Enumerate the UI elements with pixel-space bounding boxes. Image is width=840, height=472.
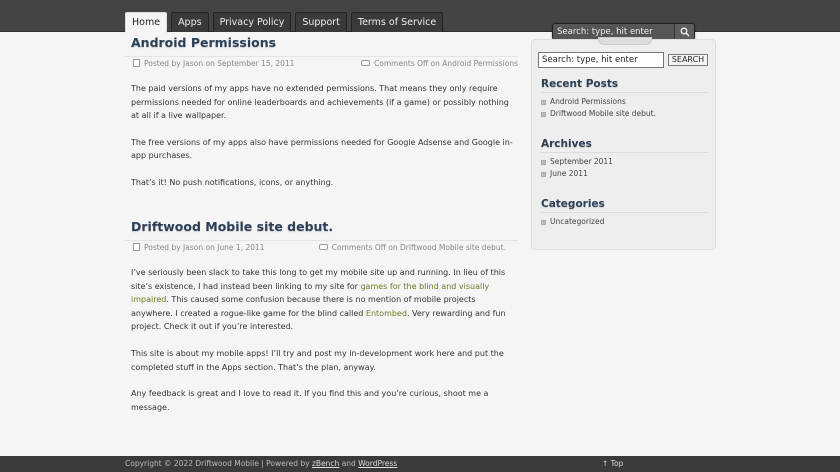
bullet-icon: [541, 112, 546, 117]
post-paragraph: The free versions of my apps also have permissions needed for Google Adsense and Google in-app purchases.: [131, 137, 513, 161]
post-title[interactable]: Driftwood Mobile site debut.: [131, 219, 334, 234]
list-item[interactable]: [541, 96, 709, 108]
nav-tab-support[interactable]: Support: [295, 12, 347, 32]
list-item[interactable]: [541, 156, 709, 168]
text: I’ve seriously been slack to take this long to get my mobile site up and running. In lieu of this site’s existence, I had instead been linking to my site for: [131, 268, 506, 291]
post-paragraph: This site is about my mobile apps! I’ll try and post my in-development work here and put the completed stuff in the Apps section. That’s the plan, anyway.: [131, 348, 504, 372]
widget-title: Recent Posts: [541, 76, 709, 93]
nav-tab-privacy-policy[interactable]: Privacy Policy: [213, 12, 292, 32]
post-title[interactable]: Android Permissions: [131, 35, 277, 50]
document-icon: [133, 59, 140, 67]
list-item-label[interactable]: Uncategorized: [550, 217, 605, 226]
post-paragraph: [131, 266, 514, 334]
search-icon: [680, 27, 690, 37]
post-paragraph: Any feedback is great and I love to read it. If you find this and you’re curious, shoot me a message.: [131, 389, 489, 412]
sidebar-search: [538, 52, 708, 68]
entombed-link[interactable]: Entombed: [365, 308, 407, 318]
nav-tab-home[interactable]: Home: [125, 12, 167, 33]
list-item[interactable]: [541, 168, 709, 180]
bullet-icon: [541, 220, 546, 225]
sidebar: [531, 39, 716, 250]
list-item[interactable]: [541, 216, 709, 228]
widget-title: Categories: [541, 196, 709, 213]
bullet-icon: [541, 160, 546, 165]
post-meta: [125, 240, 518, 253]
post-paragraph: That’s it! No push notifications, icons, or anything.: [131, 177, 334, 187]
post-paragraph: The paid versions of my apps have no extended permissions. That means they only require permissions needed for online leaderboards and achievements (if a game) or possibly nothing at all if a live wallpaper.: [131, 84, 509, 121]
post-body: [125, 266, 518, 414]
wordpress-link[interactable]: WordPress: [358, 459, 398, 468]
footer: [0, 456, 840, 472]
and-text: and: [339, 459, 359, 468]
list-item[interactable]: [541, 108, 709, 120]
document-icon: [133, 243, 140, 251]
post-meta: [125, 56, 518, 69]
post-author-date: Posted by Jason on June 1, 2011: [144, 242, 265, 252]
comment-icon: [361, 60, 370, 66]
post-author-date: Posted by Jason on September 15, 2011: [144, 58, 295, 68]
post-android-permissions: [125, 34, 518, 190]
sidebar-search-button[interactable]: SEARCH: [668, 54, 708, 66]
recent-posts-widget: [541, 76, 709, 120]
list-item-label[interactable]: Driftwood Mobile site debut.: [550, 109, 656, 118]
copyright-text: Copyright © 2022 Driftwood Mobile | Powered by: [125, 459, 312, 468]
bullet-icon: [541, 100, 546, 105]
nav-tab-terms-of-service[interactable]: Terms of Service: [351, 12, 443, 32]
post-comments: Comments Off on Android Permissions: [374, 58, 518, 68]
top-navigation-bar: [0, 0, 840, 32]
comment-icon: [319, 244, 328, 250]
archives-widget: [541, 136, 709, 180]
rss-feed-tab[interactable]: [598, 37, 652, 45]
post-comments: Comments Off on Driftwood Mobile site debut.: [331, 242, 506, 252]
list-item-label[interactable]: September 2011: [550, 157, 613, 166]
list-item-label[interactable]: Android Permissions: [550, 97, 626, 106]
sidebar-search-input[interactable]: [538, 52, 664, 68]
footer-copyright: [125, 458, 397, 470]
categories-widget: [541, 196, 709, 228]
games-for-blind-link[interactable]: games for the blind and visually impaired: [131, 281, 490, 305]
top-search-button[interactable]: [674, 24, 694, 39]
zbench-link[interactable]: zBench: [311, 459, 340, 468]
list-item-label[interactable]: June 2011: [550, 169, 588, 178]
post-body: [125, 82, 518, 190]
back-to-top-link[interactable]: ↑ Top: [602, 459, 624, 468]
nav-tab-apps[interactable]: Apps: [171, 12, 209, 32]
post-driftwood-site-debut: [125, 218, 518, 414]
text: . This caused some confusion because there is no mention of mobile projects anywhere. I created a rogue-like game for the blind called: [131, 295, 476, 318]
main-nav: [125, 12, 443, 33]
widget-title: Archives: [541, 136, 709, 153]
text: . Very rewarding and fun project. Check it out if you’re interested.: [131, 308, 506, 332]
bullet-icon: [541, 172, 546, 177]
